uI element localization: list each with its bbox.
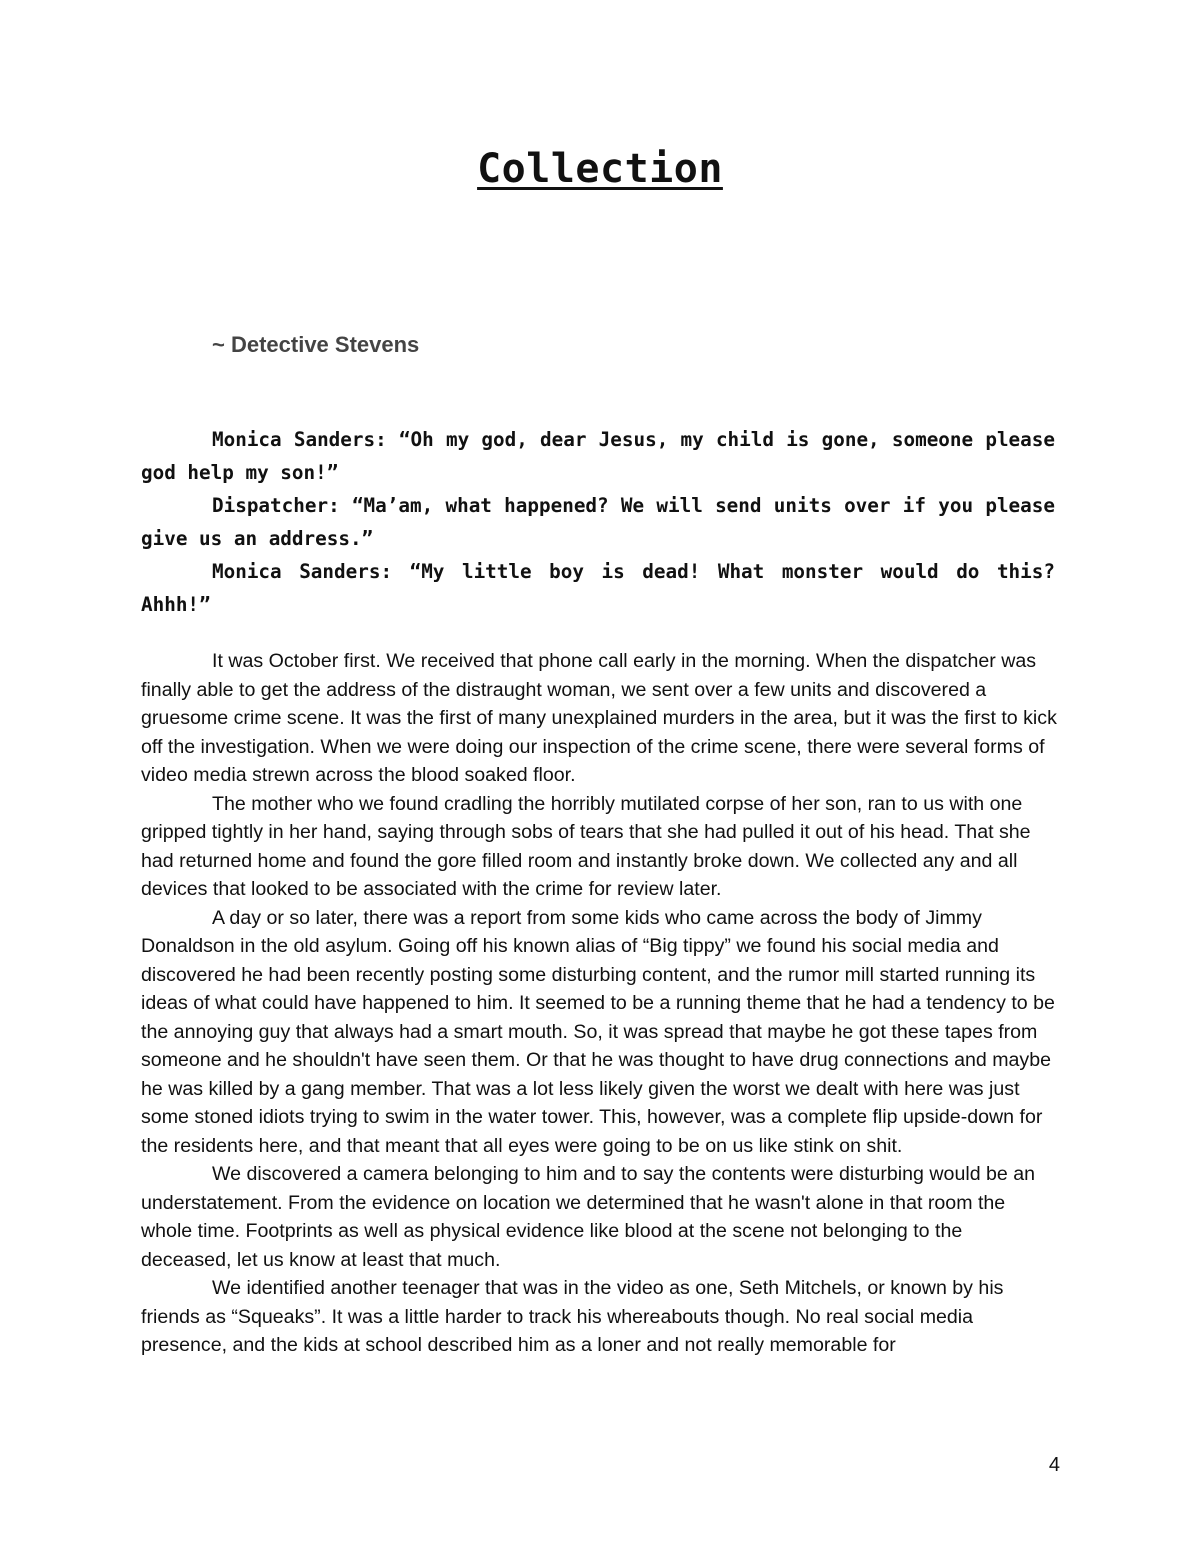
dialogue-line: Monica Sanders: “My little boy is dead! What monster would do this? Ahhh!” xyxy=(141,560,1055,616)
dialogue-line: Dispatcher: “Ma’am, what happened? We will send units over if you please give us an address.” xyxy=(141,494,1055,550)
paragraph: The mother who we found cradling the horribly mutilated corpse of her son, ran to us with one gripped tightly in her hand, saying through sobs of tears that she had pulled it out of his head. That she had returned home and found the gore filled room and instantly broke down. We collected any and all devices that looked to be associated with the crime for review later. xyxy=(141,792,1031,900)
chapter-title xyxy=(0,143,1200,195)
paragraph: A day or so later, there was a report from some kids who came across the body of Jimmy Donaldson in the old asylum. Going off his known alias of “Big tippy” we found his social media and discovered he had been recently posting some disturbing content, and the rumor mill started running its ideas of what could have happened to him. It seemed to be a running theme that he had a tendency to be the annoying guy that always had a smart mouth. So, it was spread that maybe he got these tapes from someone and he shouldn't have seen them. Or that he was thought to have drug connections and maybe he was killed by a gang member. That was a lot less likely given the worst we dealt with here was just some stoned idiots trying to swim in the water tower. This, however, was a complete flip upside-down for the residents here, and that meant that all eyes were going to be on us like stink on shit. xyxy=(141,906,1055,1157)
dialogue-block xyxy=(141,423,1055,621)
chapter-title-text: Collection xyxy=(477,146,723,192)
paragraph: We discovered a camera belonging to him and to say the contents were disturbing would be an understatement. From the evidence on location we determined that he wasn't alone in that room the whole time. Footprints as well as physical evidence like blood at the scene not belonging to the deceased, let us know at least that much. xyxy=(141,1163,1036,1271)
dialogue-line: Monica Sanders: “Oh my god, dear Jesus, my child is gone, someone please god help my son!” xyxy=(141,428,1055,484)
page-number: 4 xyxy=(1048,1454,1060,1476)
body-text xyxy=(141,647,1058,1360)
paragraph: It was October first. We received that phone call early in the morning. When the dispatcher was finally able to get the address of the distraught woman, we sent over a few units and discovered a gruesome crime scene. It was the first of many unexplained murders in the area, but it was the first to kick off the investigation. When we were doing our inspection of the crime scene, there were several forms of video media strewn across the blood soaked floor. xyxy=(141,650,1057,786)
section-heading: ~ Detective Stevens xyxy=(212,332,420,357)
paragraph: We identified another teenager that was in the video as one, Seth Mitchels, or known by his friends as “Squeaks”. It was a little harder to track his whereabouts though. No real social media presence, and the kids at school described him as a loner and not really memorable for xyxy=(141,1277,1004,1356)
